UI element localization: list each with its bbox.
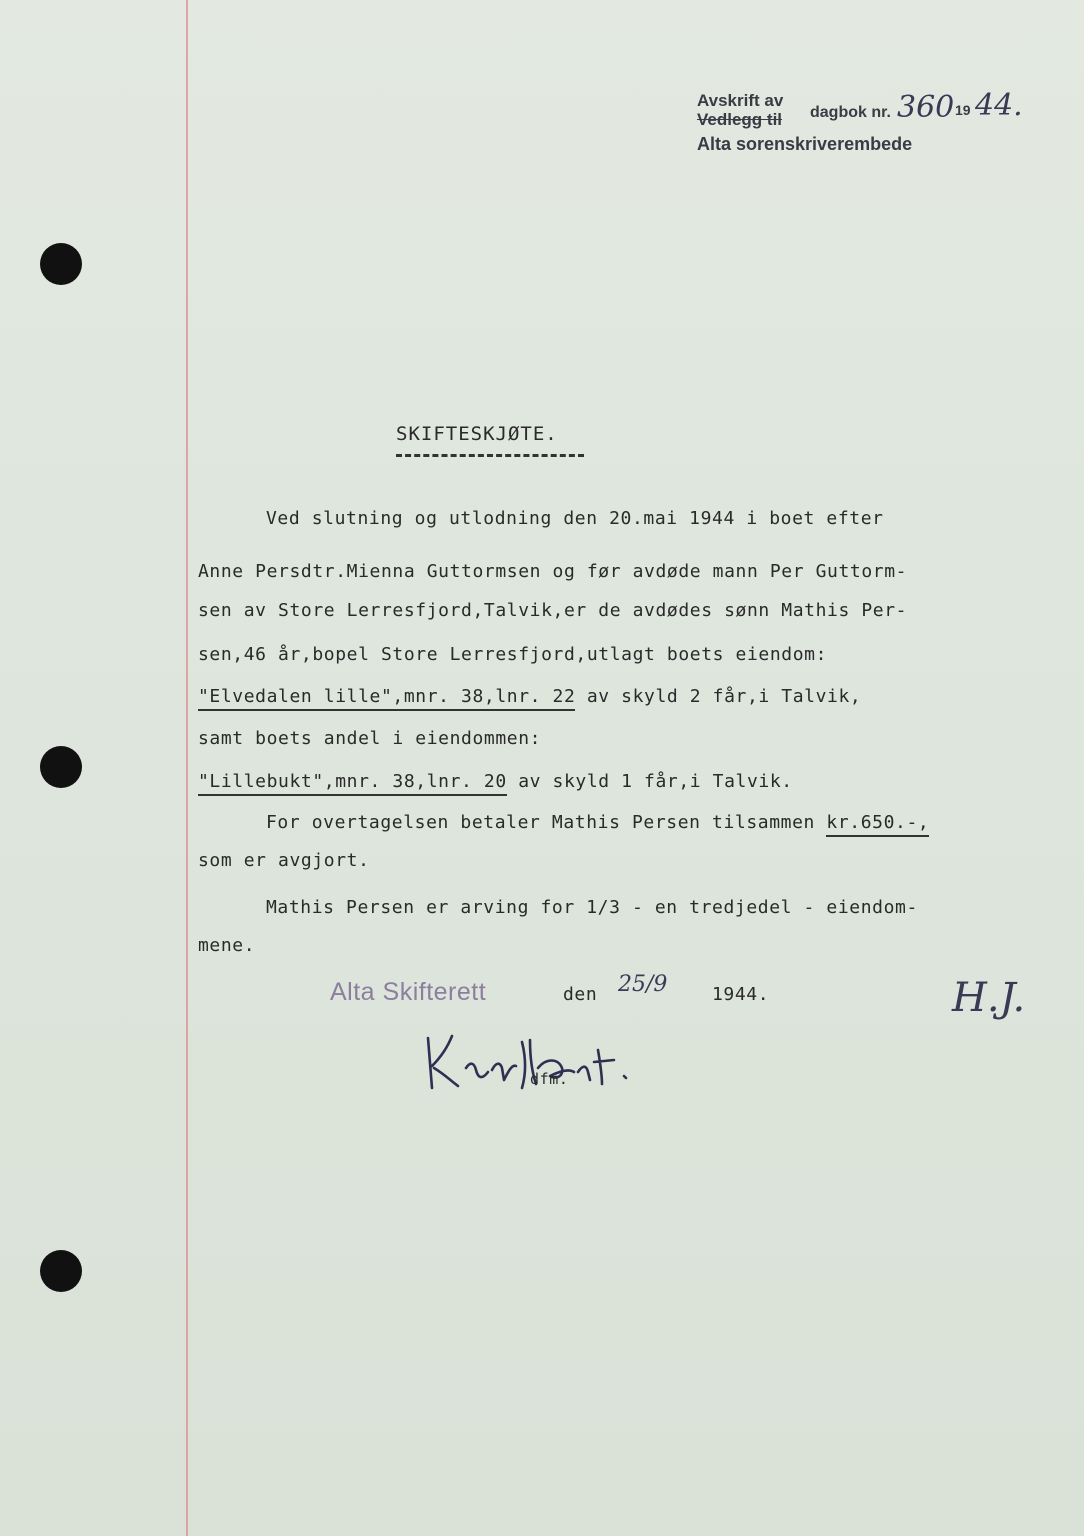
court-stamp: Alta Skifterett	[330, 978, 487, 1006]
document-title: SKIFTESKJØTE.	[396, 423, 558, 445]
property2-name: "Lillebukt",mnr. 38,lnr. 20	[198, 771, 507, 796]
closing-date-handwritten: 25/9	[618, 972, 668, 997]
body-line-samt: samt boets andel i eiendommen:	[198, 728, 542, 749]
payment-text: For overtagelsen betaler Mathis Persen tilsammen	[266, 812, 815, 833]
payment-amount: kr.650.-,	[826, 812, 929, 837]
stamp-century: 19	[955, 102, 971, 118]
property-line-1	[198, 688, 861, 706]
closing-den: den	[563, 984, 598, 1005]
heir-line-1: Mathis Persen er arving for 1/3 - en tredjedel - eiendom-	[266, 897, 918, 918]
property1-name: "Elvedalen lille",mnr. 38,lnr. 22	[198, 686, 575, 711]
title-abbreviation: dfm.	[530, 1070, 569, 1088]
body-line-3: sen av Store Lerresfjord,Talvik,er de avdødes sønn Mathis Per-	[198, 600, 908, 621]
punch-hole-top	[40, 243, 82, 285]
punch-hole-middle	[40, 746, 82, 788]
initials-handwritten: H.J.	[952, 975, 1026, 1021]
stamp-office: Alta sorenskriverembede	[697, 134, 913, 154]
body-line-settled: som er avgjort.	[198, 850, 370, 871]
dagbok-number-handwritten: 360	[897, 90, 955, 125]
title-underline	[396, 454, 584, 457]
property-line-2	[198, 773, 793, 791]
body-line-4: sen,46 år,bopel Store Lerresfjord,utlagt boets eiendom:	[198, 644, 828, 665]
body-line-2: Anne Persdtr.Mienna Guttormsen og før avdøde mann Per Guttorm-	[198, 561, 908, 582]
heir-line-2: mene.	[198, 935, 256, 956]
stamp-dagbok: dagbok nr.	[810, 104, 891, 121]
stamp-avskrift: Avskrift av	[697, 91, 784, 110]
closing-year: 1944.	[712, 984, 770, 1005]
payment-line	[266, 814, 929, 832]
property2-rest: av skyld 1 får,i Talvik.	[518, 771, 793, 792]
stamp-vedlegg: Vedlegg til	[697, 110, 783, 129]
year-handwritten: 44.	[975, 88, 1023, 123]
margin-line	[186, 0, 188, 1536]
body-line-1: Ved slutning og utlodning den 20.mai 1944 i boet efter	[266, 508, 884, 529]
property1-rest: av skyld 2 får,i Talvik,	[586, 686, 862, 707]
punch-hole-bottom	[40, 1250, 82, 1292]
